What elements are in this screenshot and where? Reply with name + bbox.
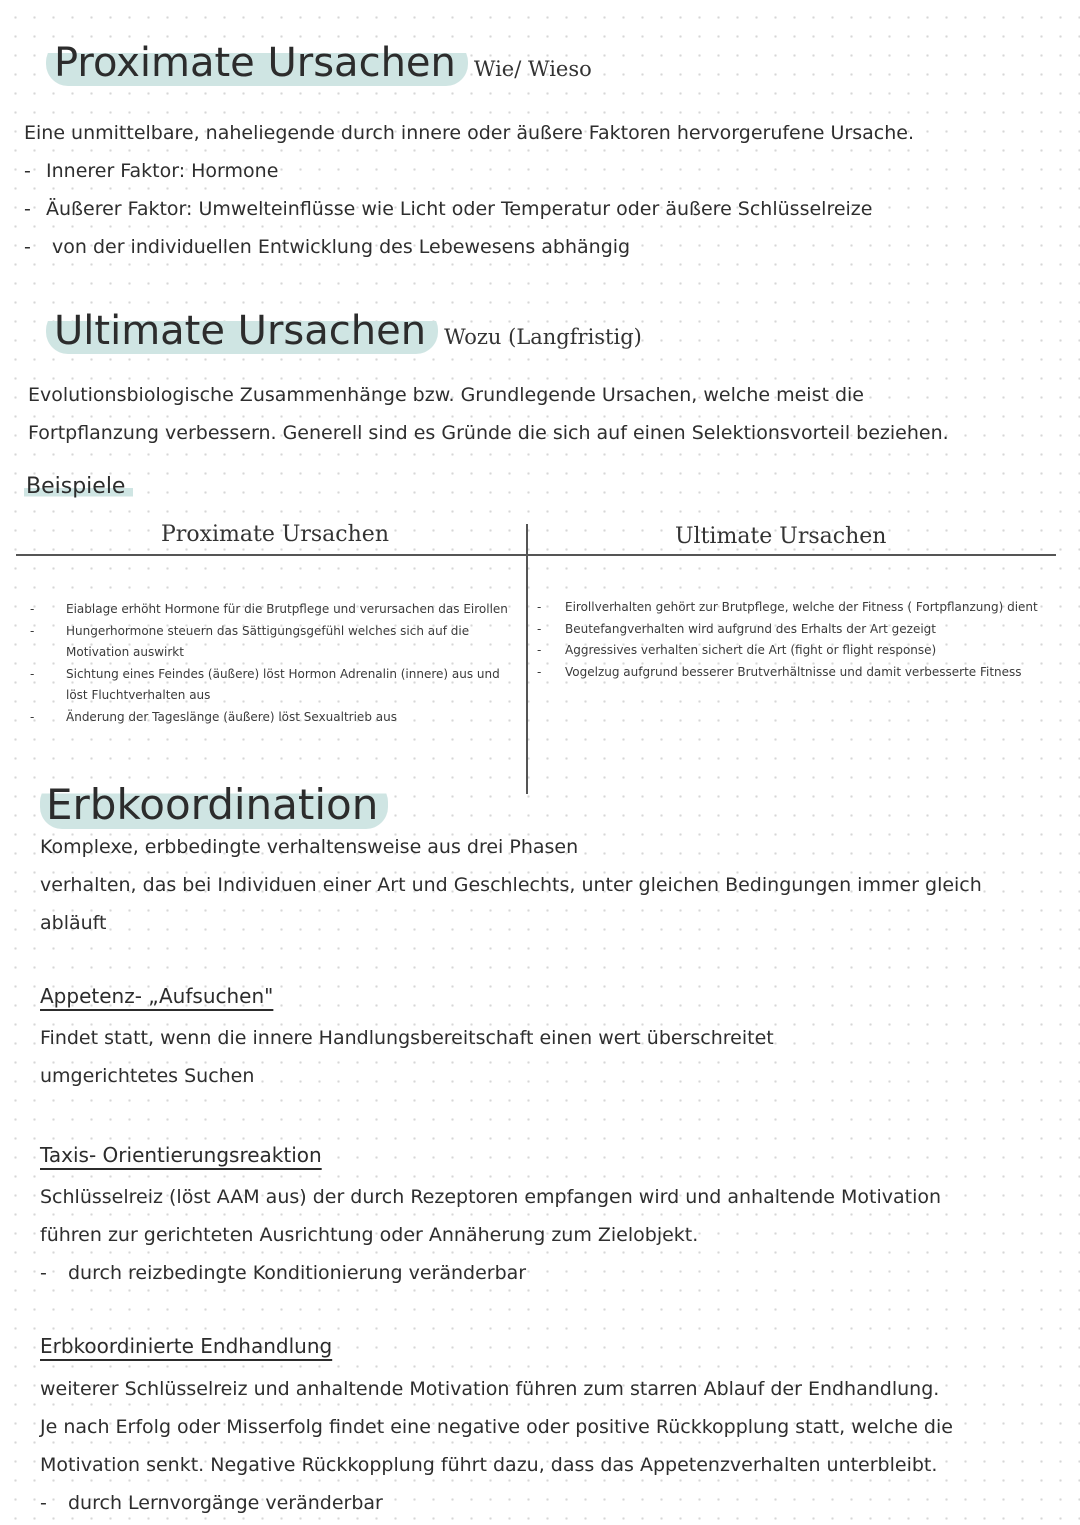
proximate-subtitle: Wie/ Wieso [473, 57, 592, 81]
list-item: - Vogelzug aufgrund besserer Brutverhältnisse und damit verbesserte Fitness [537, 664, 1022, 679]
ultimate-title: Ultimate Ursachen [46, 308, 438, 354]
taxis-title: Taxis- Orientierungsreaktion [40, 1143, 322, 1167]
appetenz-line: Findet statt, wenn die innere Handlungsbereitschaft einen wert überschreitet [40, 1027, 774, 1049]
proximate-bullet: - von der individuellen Entwicklung des Lebewesens abhängig [24, 236, 631, 258]
list-item: löst Fluchtverhalten aus [66, 688, 211, 702]
list-item: - Änderung der Tageslänge (äußere) löst Sexualtrieb aus [30, 709, 397, 724]
endhandlung-body [40, 1370, 953, 1522]
ultimate-line: Evolutionsbiologische Zusammenhänge bzw. Grundlegende Ursachen, welche meist die [28, 384, 864, 406]
examples-right-list [537, 597, 1057, 683]
list-item: - Eirollverhalten gehört zur Brutpflege, welche der Fitness ( Fortpflanzung) dient [537, 600, 1038, 614]
erbkoordination-body [40, 828, 982, 942]
taxis-bullet: - durch reizbedingte Konditionierung veränderbar [40, 1262, 527, 1284]
endhandlung-line: Motivation senkt. Negative Rückkopplung führt dazu, dass das Appetenzverhalten unterbleibt. [40, 1454, 938, 1476]
erbkoordination-line: abläuft [40, 912, 107, 934]
proximate-body [24, 114, 914, 266]
taxis-line: Schlüsselreiz (löst AAM aus) der durch Rezeptoren empfangen wird und anhaltende Motivation [40, 1186, 942, 1208]
taxis-line: führen zur gerichteten Ausrichtung oder Annäherung zum Zielobjekt. [40, 1224, 699, 1246]
list-item: Motivation auswirkt [66, 645, 184, 659]
list-item: - Hungerhormone steuern das Sättigungsgefühl welches sich auf die [30, 623, 470, 638]
list-item: - Sichtung eines Feindes (äußere) löst Hormon Adrenalin (innere) aus und [30, 666, 500, 681]
ultimate-subtitle: Wozu (Langfristig) [444, 325, 642, 349]
endhandlung-title: Erbkoordinierte Endhandlung [40, 1334, 333, 1358]
list-item: - Beutefangverhalten wird aufgrund des Erhalts der Art gezeigt [537, 621, 936, 636]
table-header-rule [16, 554, 1056, 556]
examples-label: Beispiele [24, 474, 133, 499]
ultimate-heading [46, 308, 642, 354]
ultimate-line: Fortpflanzung verbessern. Generell sind es Gründe die sich auf einen Selektionsvorteil beziehen. [28, 422, 949, 444]
endhandlung-line: weiterer Schlüsselreiz und anhaltende Motivation führen zum starren Ablauf der Endhandlung. [40, 1378, 940, 1400]
taxis-body [40, 1178, 941, 1292]
endhandlung-line: Je nach Erfolg oder Misserfolg findet eine negative oder positive Rückkopplung statt, welche die [40, 1416, 953, 1438]
list-item: - Eiablage erhöht Hormone für die Brutpflege und verursachen das Eirollen [30, 602, 508, 616]
appetenz-body [40, 1019, 774, 1095]
table-column-divider [526, 524, 528, 794]
proximate-intro: Eine unmittelbare, naheliegende durch innere oder äußere Faktoren hervorgerufene Ursache. [24, 122, 914, 144]
endhandlung-bullet: - durch Lernvorgänge veränderbar [40, 1492, 383, 1514]
appetenz-title: Appetenz- „Aufsuchen" [40, 984, 274, 1008]
erbkoordination-title: Erbkoordination [40, 780, 388, 829]
erbkoordination-heading [40, 780, 388, 829]
list-item: - Aggressives verhalten sichert die Art (fight or flight response) [537, 643, 937, 657]
proximate-bullet: - Äußerer Faktor: Umwelteinflüsse wie Licht oder Temperatur oder äußere Schlüsselreize [24, 198, 873, 220]
proximate-heading [46, 40, 592, 86]
proximate-bullet: - Innerer Faktor: Hormone [24, 160, 279, 182]
examples-left-list [30, 599, 520, 728]
erbkoordination-line: Komplexe, erbbedingte verhaltensweise aus drei Phasen [40, 836, 579, 858]
ultimate-body [28, 376, 949, 452]
examples-right-header: Ultimate Ursachen [675, 524, 887, 549]
proximate-title: Proximate Ursachen [46, 40, 468, 86]
examples-left-header: Proximate Ursachen [161, 522, 389, 547]
erbkoordination-line: verhalten, das bei Individuen einer Art und Geschlechts, unter gleichen Bedingungen immer gleich [40, 874, 982, 896]
appetenz-line: umgerichtetes Suchen [40, 1065, 255, 1087]
